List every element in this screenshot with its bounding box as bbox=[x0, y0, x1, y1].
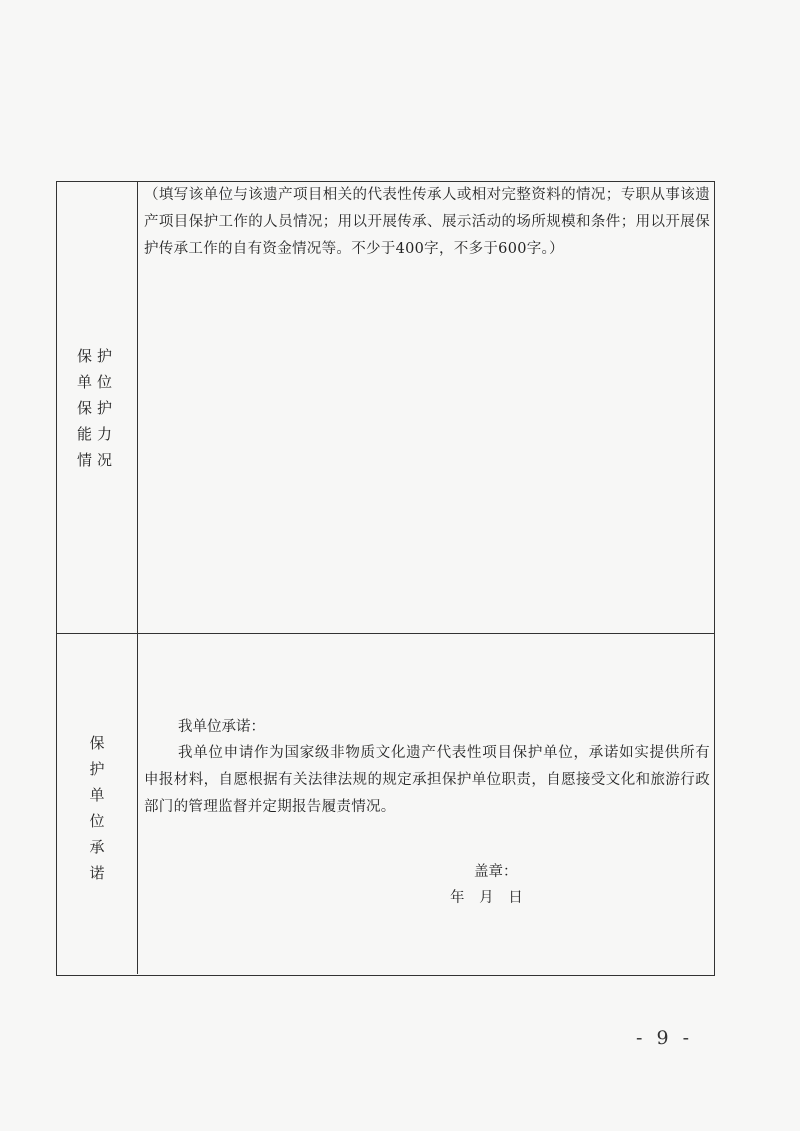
form-table bbox=[56, 181, 715, 976]
commitment-content-cell bbox=[138, 634, 714, 974]
commitment-heading: 我单位承诺： bbox=[178, 719, 265, 735]
commitment-row bbox=[57, 634, 714, 974]
commitment-label: 保 护 单 位 承 诺 bbox=[89, 734, 105, 882]
capacity-instruction: （填写该单位与该遗产项目相关的代表性传承人或相对完整资料的情况；专职从事该遗产项目保护工作的人员情况；用以开展传承、展示活动的场所规模和条件；用以开展保护传承工作的自有资金情况等。不少于400字，不多于600字。） bbox=[144, 187, 710, 257]
capacity-row bbox=[57, 182, 714, 634]
capacity-content-cell bbox=[138, 182, 714, 633]
capacity-label: 保护 单位 保护 能力 情况 bbox=[76, 347, 117, 469]
page-number: - 9 - bbox=[636, 1027, 694, 1049]
date-label: 年 月 日 bbox=[450, 890, 523, 906]
commitment-body: 我单位申请作为国家级非物质文化遗产代表性项目保护单位，承诺如实提供所有申报材料，自愿根据有关法律法规的规定承担保护单位职责，自愿接受文化和旅游行政部门的管理监督并定期报告履责情况。 bbox=[144, 745, 710, 815]
capacity-label-cell bbox=[57, 182, 138, 633]
seal-label: 盖章： bbox=[474, 864, 518, 880]
commitment-label-cell bbox=[57, 634, 138, 974]
